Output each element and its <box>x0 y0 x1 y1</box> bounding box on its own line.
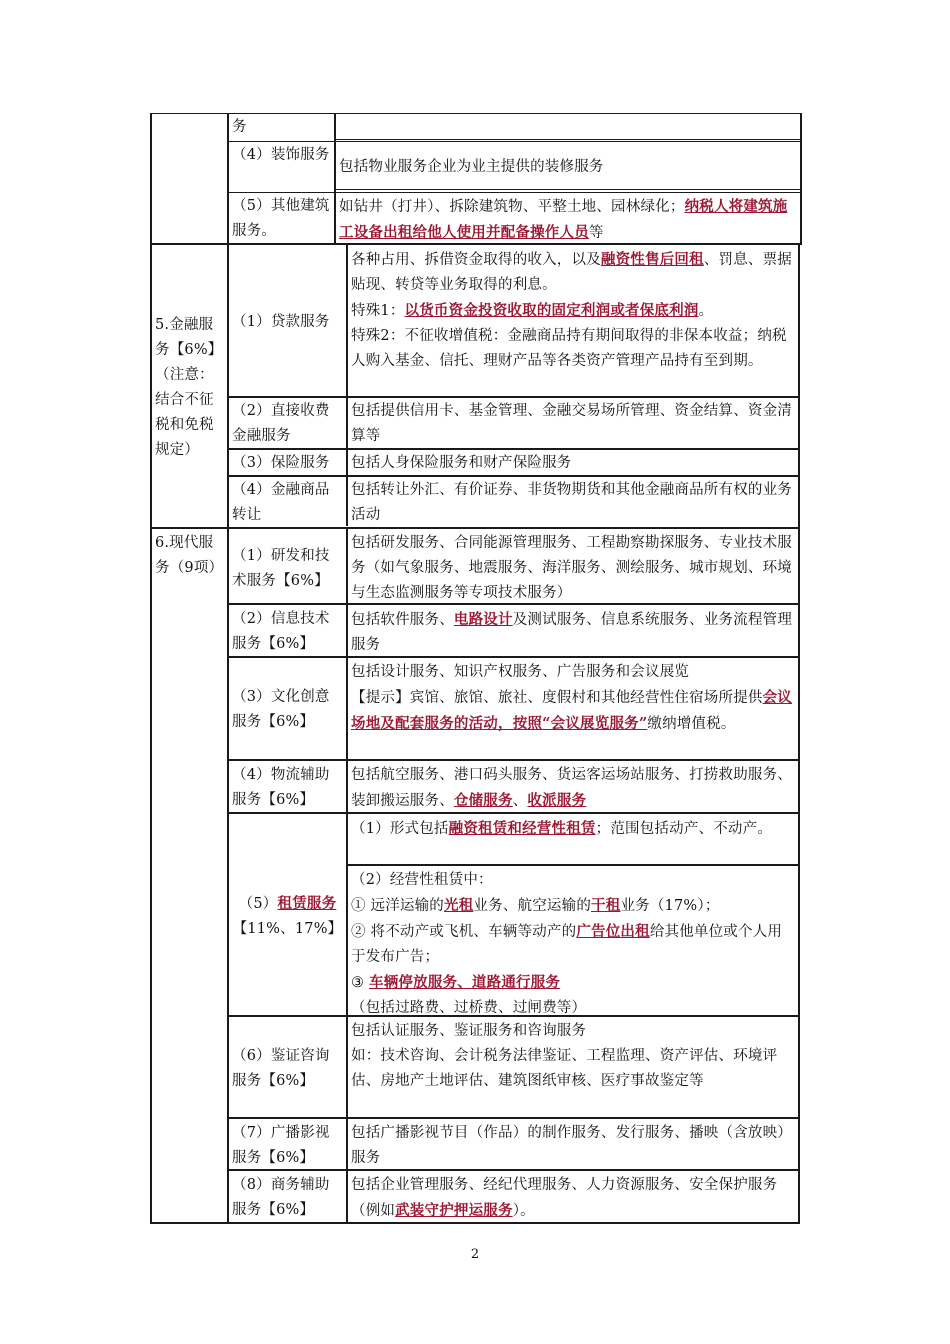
sub-item-cell: （8）商务辅助服务【6%】 <box>232 1177 330 1218</box>
desc-cell: 包括广播影视节目（作品）的制作服务、发行服务、播映（含放映）服务 <box>351 1125 792 1166</box>
row-line <box>336 189 801 190</box>
highlight-text: 电路设计 <box>453 611 513 628</box>
desc-cell: 如钻井（打井）、拆除建筑物、平整土地、园林绿化；纳税人将建筑施工设备出租给他人使用并配备操作人员等 <box>339 198 788 241</box>
highlight-text: 干租 <box>591 897 621 914</box>
sub-item-cell: （2）直接收费金融服务 <box>232 403 330 444</box>
table-border-right-top <box>800 113 802 244</box>
highlight-text: 广告位出租 <box>576 923 650 940</box>
desc-cell: 包括软件服务、电路设计及测试服务、信息系统服务、业务流程管理服务 <box>351 611 793 653</box>
highlight-text: 收派服务 <box>527 792 587 809</box>
highlight-text: 以货币资金投资收取的固定利润或者保底利润 <box>404 302 699 319</box>
desc-cell: 包括提供信用卡、基金管理、金融交易场所管理、资金结算、资金清算等 <box>351 403 792 444</box>
sub-item-cell: （3）保险服务 <box>232 455 330 471</box>
loan-line-1: 各种占用、拆借资金取得的收入，以及融资性售后回租、罚息、票据贴现、转贷等业务取得的利息。 <box>351 251 793 293</box>
sub-item-cell: （1）研发和技术服务【6%】 <box>232 548 330 589</box>
sub-item-cell: （7）广播影视服务【6%】 <box>232 1125 330 1166</box>
table-border-right <box>798 244 800 1224</box>
sub-item-cell: （5）其他建筑服务。 <box>232 198 330 239</box>
desc-cell: 包括企业管理服务、经纪代理服务、人力资源服务、安全保护服务（例如武装守护押运服务）。 <box>351 1177 778 1219</box>
lease-op-1: ① 远洋运输的光租业务、航空运输的干租业务（17%）； <box>351 897 720 914</box>
row-line <box>348 864 800 866</box>
highlight-text: 仓储服务 <box>453 792 513 809</box>
desc-cell: 包括转让外汇、有价证券、非货物期货和其他金融商品所有权的业务活动 <box>351 482 792 523</box>
highlight-text: 车辆停放服务、道路通行服务 <box>369 974 561 991</box>
sub-item-cell: （4）金融商品转让 <box>232 482 330 523</box>
highlight-text: 光租 <box>444 897 474 914</box>
sub-item-cell: （6）鉴证咨询服务【6%】 <box>232 1048 330 1089</box>
desc-cell: （2）经营性租赁中： ① 远洋运输的光租业务、航空运输的干租业务（17%）； ② 将不动产或飞机、车辆等动产的广告位出租给其他单位或个人用于发布广告； ③ 车辆停放服务、道路通行服务（包括过路费、过桥费、过闸费等） <box>348 867 798 1021</box>
sub-item-cell: （4）物流辅助服务【6%】 <box>232 767 330 808</box>
highlight-text: 租赁服务 <box>277 895 337 912</box>
row-line <box>336 139 801 140</box>
loan-line-3: 特殊2：不征收增值税：金融商品持有期间取得的非保本收益；纳税人购入基金、信托、理财产品等各类资产管理产品持有至到期。 <box>351 328 787 369</box>
sub-item-cell: （4）装饰服务 <box>232 147 330 163</box>
row-line <box>229 759 800 761</box>
lease-op-3: ③ 车辆停放服务、道路通行服务（包括过路费、过桥费、过闸费等） <box>351 974 587 1016</box>
category-modern: 6.现代服务（9项） <box>155 535 224 576</box>
table-border-left <box>150 113 152 1222</box>
desc-cell: 包括认证服务、鉴证服务和咨询服务 如：技术咨询、会计税务法律鉴证、工程监理、资产评估、环境评估、房地产土地评估、建筑图纸审核、医疗事故鉴定等 <box>351 1023 778 1089</box>
sub-item-cell-lease: （5）租赁服务 【11%、17%】 <box>232 895 343 937</box>
lease-op-2: ② 将不动产或飞机、车辆等动产的广告位出租给其他单位或个人用于发布广告； <box>351 923 783 965</box>
highlight-text: 融资租赁和经营性租赁 <box>448 820 596 837</box>
desc-cell: 包括人身保险服务和财产保险服务 <box>351 455 572 471</box>
highlight-text: 武装守护押运服务 <box>395 1202 513 1219</box>
highlight-text: 融资性售后回租 <box>600 251 704 268</box>
loan-line-2: 特殊1：以货币资金投资收取的固定利润或者保底利润。 <box>351 302 714 319</box>
highlight-text: 会议场地及配套服务的活动，按照“会议展览服务” <box>351 689 793 732</box>
desc-cell: 包括航空服务、港口码头服务、货运客运场站服务、打捞救助服务、装卸搬运服务、仓储服务、收派服务 <box>351 767 792 809</box>
highlight-text: 纳税人将建筑施工设备出租给他人使用并配备操作人员 <box>339 198 788 241</box>
page-number: 2 <box>470 1247 480 1262</box>
row-line <box>229 1117 800 1119</box>
sub-item-cell: （2）信息技术服务【6%】 <box>232 611 330 652</box>
sub-item-cell: （1）贷款服务 <box>232 314 330 330</box>
desc-cell: 包括设计服务、知识产权服务、广告服务和会议展览 【提示】宾馆、旅馆、旅社、度假村和其他经营性住宿场所提供会议场地及配套服务的活动，按照“会议展览服务”缴纳增值税。 <box>348 659 798 737</box>
culture-tip: 【提示】宾馆、旅馆、旅社、度假村和其他经营性住宿场所提供会议场地及配套服务的活动，按照“会议展览服务”缴纳增值税。 <box>351 689 793 732</box>
sub-item-cell: （3）文化创意服务【6%】 <box>232 689 330 730</box>
desc-cell: （1）形式包括融资租赁和经营性租赁；范围包括动产、不动产。 <box>351 820 773 837</box>
desc-cell: 包括物业服务企业为业主提供的装修服务 <box>339 159 604 175</box>
category-finance: 5.金融服务【6%】（注意：结合不征税和免税规定） <box>155 317 223 458</box>
sub-item-cell: 务 <box>232 119 247 135</box>
desc-cell <box>348 246 798 374</box>
desc-cell: 包括研发服务、合同能源管理服务、工程勘察勘探服务、专业技术服务（如气象服务、地震服务、海洋服务、测绘服务、城市规划、环境与生态监测服务等专项技术服务） <box>351 535 792 601</box>
